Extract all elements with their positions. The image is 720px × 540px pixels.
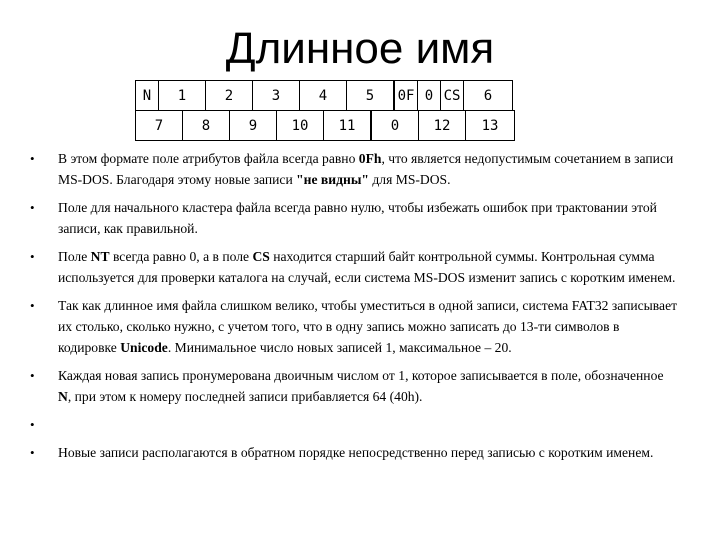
layout-cell: 11 — [324, 111, 372, 141]
layout-cell: 5 — [347, 81, 395, 111]
bullet-list — [30, 148, 680, 470]
bullet-bold-text: N — [58, 389, 68, 404]
bullet-text: . Минимальное число новых записей 1, максимальное – 20. — [167, 340, 512, 355]
bullet-item — [30, 365, 680, 407]
bullet-item — [30, 148, 680, 190]
bullet-icon: • — [30, 249, 35, 264]
bullet-text: В этом формате поле атрибутов файла всегда равно — [58, 151, 359, 166]
layout-cell: 12 — [419, 111, 466, 141]
bullet-text: , что является недопустимым сочетанием в записи MS-DOS. Благодаря этому новые записи — [58, 151, 674, 187]
layout-cell: 1 — [159, 81, 206, 111]
layout-cell: CS — [441, 81, 464, 111]
bullet-icon: • — [30, 417, 35, 432]
bullet-text: всегда равно 0, а в поле — [109, 249, 253, 264]
layout-cell: 8 — [183, 111, 230, 141]
bullet-text: , при этом к номеру последней записи прибавляется 64 (40h). — [67, 389, 423, 404]
record-layout-row-2 — [136, 111, 515, 141]
bullet-icon: • — [30, 368, 35, 383]
bullet-text: Поле — [58, 249, 91, 264]
bullet-bold-text: CS — [252, 249, 270, 264]
record-layout-table-2 — [135, 110, 515, 141]
bullet-bold-text: NT — [90, 249, 110, 264]
layout-cell: 6 — [464, 81, 513, 111]
layout-cell: 2 — [206, 81, 253, 111]
bullet-bold-text: 0Fh — [358, 151, 382, 166]
layout-cell: 0 — [418, 81, 441, 111]
bullet-text: Поле для начального кластера файла всегда равно нулю, чтобы избежать ошибок при трактовании этой записи, как правильной. — [58, 200, 657, 236]
layout-cell: N — [136, 81, 159, 111]
bullet-item — [30, 246, 680, 288]
bullet-item — [30, 197, 680, 239]
bullet-text: находится старший байт контрольной суммы. Контрольная сумма используется для проверки каталога на случай, если система MS-DOS изменит запись с коротким именем. — [58, 249, 676, 285]
bullet-icon: • — [30, 445, 35, 460]
layout-cell: 0 — [371, 111, 419, 141]
record-layout-row-1 — [136, 81, 513, 111]
bullet-text: Так как длинное имя файла слишком велико, чтобы уместиться в одной записи, система FAT32 записывает их столько, сколько нужно, с учетом того, что в одну запись можно записать до 13-ти символов в кодировке — [58, 298, 678, 355]
layout-cell: 9 — [230, 111, 277, 141]
layout-cell: 3 — [253, 81, 300, 111]
page-title: Длинное имя — [225, 24, 495, 73]
bullet-icon: • — [30, 200, 35, 215]
bullet-text: Новые записи располагаются в обратном порядке непосредственно перед записью с коротким именем. — [58, 445, 654, 460]
bullet-text: Каждая новая запись пронумерована двоичным числом от 1, которое записывается в поле, обозначенное — [58, 368, 664, 383]
bullet-bold-text: Unicode — [120, 340, 168, 355]
bullet-item — [30, 295, 680, 358]
bullet-icon: • — [30, 151, 35, 166]
bullet-icon: • — [30, 298, 35, 313]
layout-cell: 4 — [300, 81, 347, 111]
bullet-text: для MS-DOS. — [368, 172, 451, 187]
layout-cell: 7 — [136, 111, 183, 141]
bullet-item — [30, 414, 680, 435]
bullet-item — [30, 442, 680, 463]
layout-cell: 10 — [277, 111, 324, 141]
bullet-bold-text: "не видны" — [296, 172, 369, 187]
layout-cell: 0F — [394, 81, 418, 111]
record-layout-table — [135, 80, 513, 111]
layout-cell: 13 — [466, 111, 515, 141]
